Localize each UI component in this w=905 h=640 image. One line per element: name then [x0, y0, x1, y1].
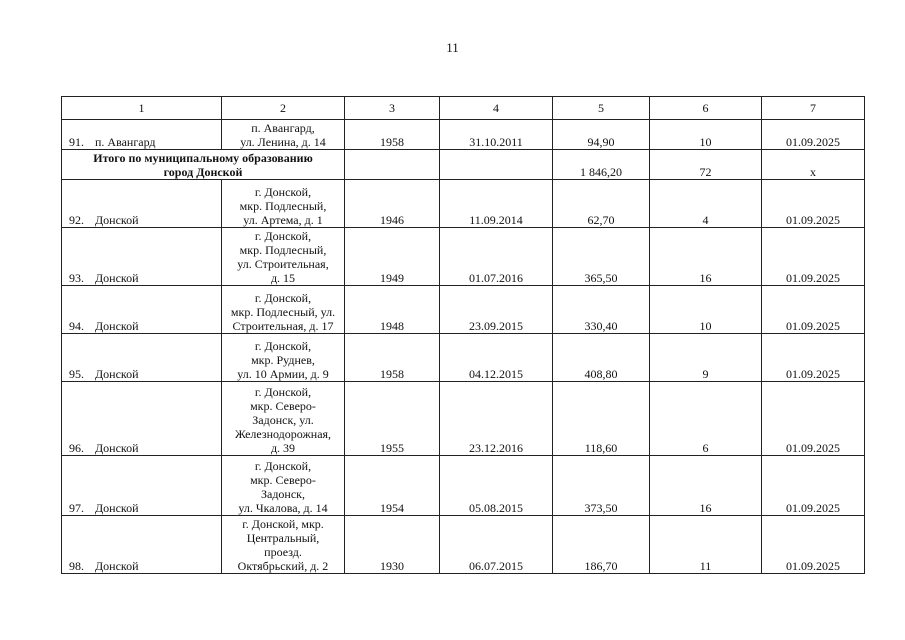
year-cell: 1946	[345, 180, 440, 228]
area-cell: 94,90	[553, 120, 650, 150]
date-cell: 05.08.2015	[440, 456, 553, 516]
locality-cell	[62, 334, 222, 382]
address-cell	[222, 180, 345, 228]
address-cell	[222, 456, 345, 516]
row-number: 94.	[69, 319, 84, 333]
locality-cell	[62, 228, 222, 286]
deadline-cell: 01.09.2025	[762, 286, 865, 334]
address-line: г. Донской,	[254, 229, 312, 243]
year-cell: 1948	[345, 286, 440, 334]
locality-cell	[62, 286, 222, 334]
table-row	[62, 120, 865, 150]
deadline-cell: 01.09.2025	[762, 382, 865, 456]
area-cell: 118,60	[553, 382, 650, 456]
locality-name: Донской	[95, 319, 139, 333]
row-number: 96.	[69, 441, 84, 455]
date-cell: 11.09.2014	[440, 180, 553, 228]
address-line: мкр. Подлесный,	[239, 243, 327, 257]
address-cell	[222, 516, 345, 574]
address-line: ул. 10 Армии, д. 9	[237, 367, 329, 381]
area-cell: 330,40	[553, 286, 650, 334]
table-row	[62, 382, 865, 456]
locality-cell	[62, 382, 222, 456]
locality-name: Донской	[95, 559, 139, 573]
residents-cell: 6	[650, 382, 762, 456]
address-cell	[222, 286, 345, 334]
residents-cell: 10	[650, 120, 762, 150]
area-cell: 408,80	[553, 334, 650, 382]
address-cell	[222, 120, 345, 150]
year-cell: 1955	[345, 382, 440, 456]
address-line: Центральный,	[246, 531, 320, 545]
date-cell: 31.10.2011	[440, 120, 553, 150]
total-area-cell: 1 846,20	[553, 150, 650, 180]
address-line: Железнодорожная,	[234, 427, 332, 441]
empty-cell	[440, 150, 553, 180]
header-row	[62, 97, 865, 120]
column-header: 1	[62, 97, 222, 120]
housing-table	[61, 96, 865, 574]
address-line: п. Авангард,	[251, 121, 315, 135]
page-number: 11	[446, 40, 459, 55]
address-line: ул. Артема, д. 1	[243, 213, 323, 227]
row-number: 97.	[69, 501, 84, 515]
date-cell: 04.12.2015	[440, 334, 553, 382]
locality-cell	[62, 456, 222, 516]
locality-cell	[62, 516, 222, 574]
row-number: 91.	[69, 135, 84, 149]
address-line: Строительная, д. 17	[232, 319, 334, 333]
residents-cell: 16	[650, 456, 762, 516]
table-row	[62, 516, 865, 574]
area-cell: 365,50	[553, 228, 650, 286]
deadline-cell: 01.09.2025	[762, 516, 865, 574]
table-row	[62, 228, 865, 286]
locality-name: п. Авангард	[95, 135, 156, 149]
address-line: Задонск, ул.	[252, 413, 314, 427]
address-line: мкр. Северо-	[250, 399, 316, 413]
address-line: г. Донской,	[254, 459, 312, 473]
locality-name: Донской	[95, 213, 139, 227]
deadline-cell: 01.09.2025	[762, 456, 865, 516]
locality-cell	[62, 120, 222, 150]
address-cell	[222, 228, 345, 286]
column-header: 4	[440, 97, 553, 120]
address-line: г. Донской,	[254, 339, 312, 353]
address-line: ул. Ленина, д. 14	[240, 135, 326, 149]
column-header: 7	[762, 97, 865, 120]
address-line: д. 15	[270, 271, 296, 285]
row-number: 95.	[69, 367, 84, 381]
row-number: 98.	[69, 559, 84, 573]
table-row	[62, 180, 865, 228]
address-line: ул. Строительная,	[237, 257, 329, 271]
locality-name: Донской	[95, 501, 139, 515]
residents-cell: 10	[650, 286, 762, 334]
year-cell: 1958	[345, 120, 440, 150]
year-cell: 1930	[345, 516, 440, 574]
deadline-cell: 01.09.2025	[762, 120, 865, 150]
row-number: 93.	[69, 271, 84, 285]
table-row	[62, 456, 865, 516]
address-line: мкр. Руднев,	[251, 353, 315, 367]
total-residents-cell: 72	[650, 150, 762, 180]
deadline-cell: 01.09.2025	[762, 334, 865, 382]
total-label-line: Итого по муниципальному образованию	[93, 150, 313, 165]
total-row	[62, 150, 865, 180]
table-body	[62, 97, 865, 574]
locality-name: Донской	[95, 441, 139, 455]
row-number: 92.	[69, 213, 84, 227]
table-row	[62, 334, 865, 382]
locality-name: Донской	[95, 367, 139, 381]
residents-cell: 9	[650, 334, 762, 382]
address-line: г. Донской,	[254, 185, 312, 199]
residents-cell: 16	[650, 228, 762, 286]
address-line: г. Донской,	[254, 291, 312, 305]
empty-cell	[345, 150, 440, 180]
total-label-line: город Донской	[163, 164, 243, 179]
address-line: мкр. Подлесный,	[239, 199, 327, 213]
column-header: 3	[345, 97, 440, 120]
address-cell	[222, 382, 345, 456]
address-line: мкр. Подлесный, ул.	[230, 305, 336, 319]
area-cell: 186,70	[553, 516, 650, 574]
date-cell: 23.09.2015	[440, 286, 553, 334]
address-line: мкр. Северо-	[250, 473, 316, 487]
year-cell: 1949	[345, 228, 440, 286]
date-cell: 06.07.2015	[440, 516, 553, 574]
address-cell	[222, 334, 345, 382]
date-cell: 23.12.2016	[440, 382, 553, 456]
address-line: г. Донской,	[254, 385, 312, 399]
area-cell: 373,50	[553, 456, 650, 516]
address-line: г. Донской, мкр.	[242, 517, 324, 531]
total-label	[62, 150, 345, 180]
address-line: Октябрьский, д. 2	[237, 559, 329, 573]
locality-cell	[62, 180, 222, 228]
total-mark-cell: х	[762, 150, 865, 180]
column-header: 6	[650, 97, 762, 120]
locality-name: Донской	[95, 271, 139, 285]
column-header: 5	[553, 97, 650, 120]
date-cell: 01.07.2016	[440, 228, 553, 286]
address-line: ул. Чкалова, д. 14	[238, 501, 328, 515]
deadline-cell: 01.09.2025	[762, 228, 865, 286]
year-cell: 1954	[345, 456, 440, 516]
column-header: 2	[222, 97, 345, 120]
table-row	[62, 286, 865, 334]
address-line: проезд.	[264, 545, 302, 559]
deadline-cell: 01.09.2025	[762, 180, 865, 228]
address-line: Задонск,	[260, 487, 306, 501]
residents-cell: 11	[650, 516, 762, 574]
residents-cell: 4	[650, 180, 762, 228]
year-cell: 1958	[345, 334, 440, 382]
address-line: д. 39	[270, 441, 296, 455]
area-cell: 62,70	[553, 180, 650, 228]
